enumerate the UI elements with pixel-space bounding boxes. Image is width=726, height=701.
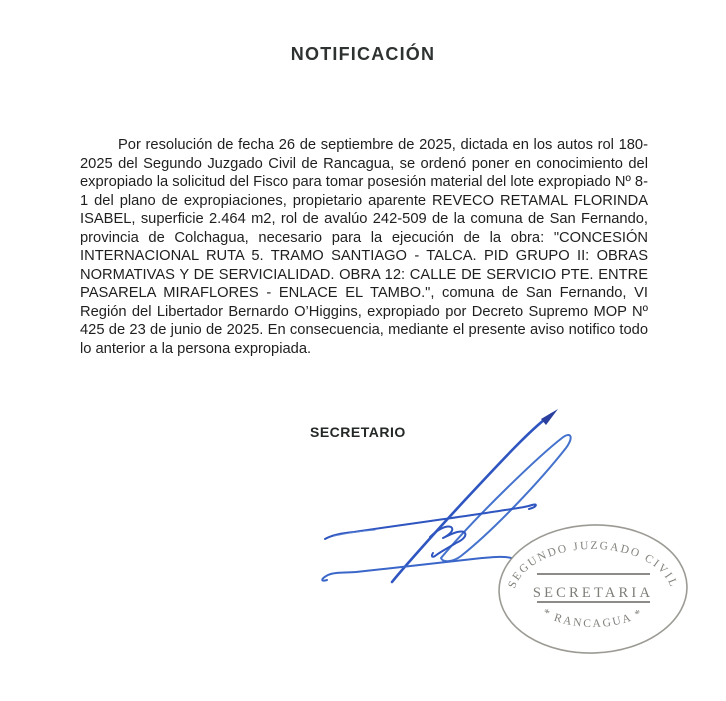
stamp-top-text: SEGUNDO JUZGADO CIVIL xyxy=(506,539,680,591)
svg-text:SEGUNDO JUZGADO CIVIL xyxy=(506,540,679,590)
svg-text:* RANCAGUA * xyxy=(541,607,646,630)
signature-stroke-tip xyxy=(541,409,558,425)
signature-stroke-knot xyxy=(430,527,465,557)
secretario-label: SECRETARIO xyxy=(310,424,406,440)
notification-body: Por resolución de fecha 26 de septiembre de 2025, dictada en los autos rol 180-2025 del Segundo Juzgado Civil de Rancagua, se ordenó poner en conocimiento del expropiado la solicitud del Fisco para tomar posesión material del lote expropiado Nº 8-1 del plano de expropiaciones, propietario aparente REVECO RETAMAL FLORINDA ISABEL, superficie 2.464 m2, rol de avalúo 242-509 de la comuna de San Fernando, provincia de Colchagua, necesario para la ejecución de la obra: "CONCESIÓN INTERNACIONAL RUTA 5. TRAMO SANTIAGO - TALCA. PID GRUPO II: OBRAS NORMATIVAS Y DE SERVICIALIDAD. OBRA 12: CALLE DE SERVICIO PTE. ENTRE PASARELA MIRAFLORES - ENLACE EL TAMBO.", comuna de San Fernando, VI Región del Libertador Bernardo O’Higgins, expropiado por Decreto Supremo MOP Nº 425 de 23 de junio de 2025. En consecuencia, mediante el presente aviso notifico todo lo anterior a la persona expropiada. xyxy=(80,137,648,357)
stamp-center-text: SECRETARIA xyxy=(532,585,654,601)
court-seal-stamp xyxy=(494,518,694,660)
stamp-bottom-text: * RANCAGUA * xyxy=(540,606,646,631)
signature-stroke-retrace xyxy=(334,530,375,536)
signature-stroke-lower-horizontal xyxy=(322,557,511,581)
document-title: NOTIFICACIÓN xyxy=(290,44,436,64)
